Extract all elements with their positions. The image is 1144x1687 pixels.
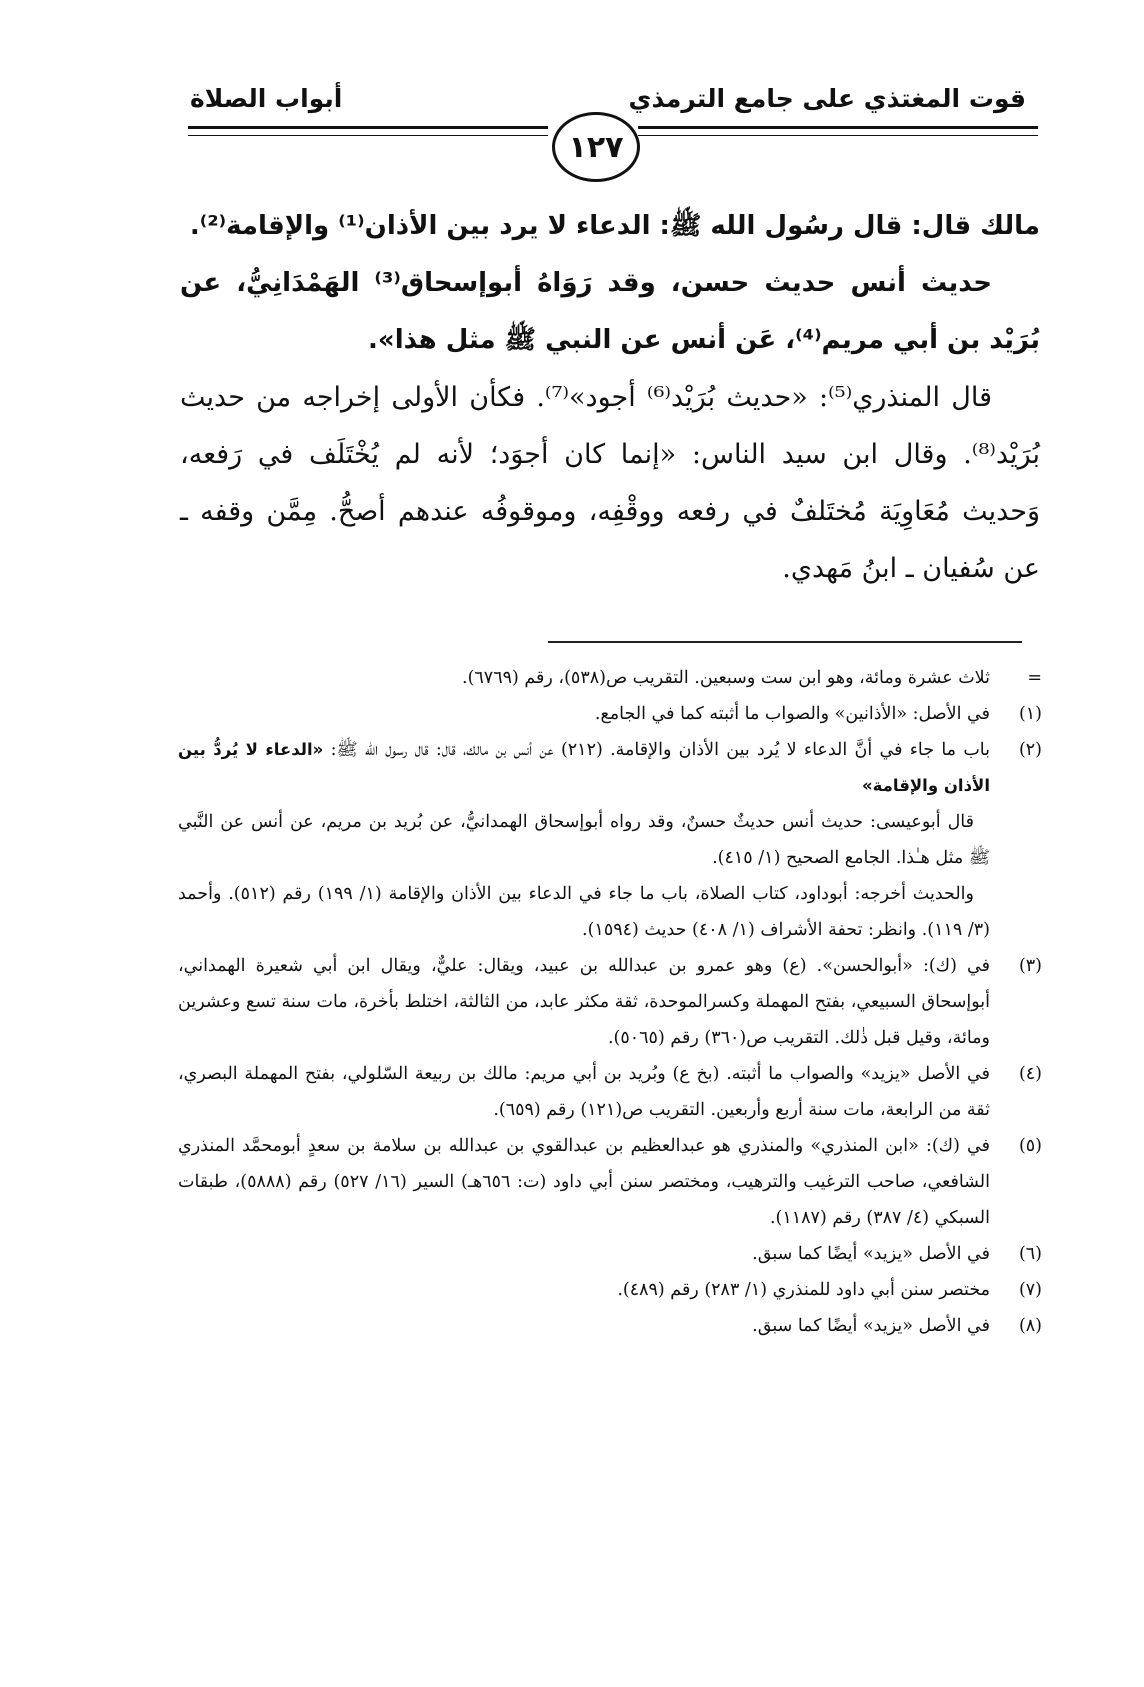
footnote-subparagraph: والحديث أخرجه: أبوداود، كتاب الصلاة، باب ما جاء في الدعاء بين الأذان والإقامة (١/ ١٩٩) رقم (٥١٢). وأحمد (٣/ ١١٩). وانظر: تحفة الأشراف (١/ ٤٠٨) حديث (١٥٩٤). [178,884,990,940]
footnote-number: (٥) [1018,1136,1042,1156]
header-rule-left-bottom [188,135,548,136]
footnote-8 [178,1308,1042,1344]
main-text [180,198,1040,597]
footnote-text: في الأصل «يزيد» والصواب ما أثبته. (بخ ع) وبُريد بن أبي مريم: مالك بن ربيعة السّلولي، بفتح المهملة البصري، ثقة من الرابعة، مات سنة أربع وأربعين. التقريب ص(١٢١) رقم (٦٥٩). [178,1064,990,1120]
running-book-title: قوت المغتذي على جامع الترمذي [628,84,1026,113]
header-rule-left-top [188,126,548,129]
footnote-number: (٢) [1018,740,1042,760]
page-number: ١٢٧ [552,112,640,182]
footnote-text: في (ك): «أبوالحسن». (ع) وهو عمرو بن عبدالله بن عبيد، ويقال: عليٌّ، ويقال ابن أبي شعيرة الهمداني، أبوإسحاق السبيعي، بفتح المهملة وكسرالموحدة، ثقة مكثر عابد، من الثالثة، اختلط بأخرة، مات سنة تسع وعشرين ومائة، وقيل قبل ذٰلك. التقريب ص(٣٦٠) رقم (٥٠٦٥). [178,956,990,1048]
footnote-text: في الأصل: «الأذانين» والصواب ما أثبته كما في الجامع. [594,704,990,724]
footnote-number: (٣) [1018,956,1042,976]
footnote-subparagraph: قال أبوعيسى: حديث أنس حديثٌ حسنٌ، وقد رواه أبوإسحاق الهمدانيُّ، عن بُريد بن مريم، عن أنس عن النَّبي ﷺ مثل هـٰذا. الجامع الصحيح (١/ ٤١٥). [178,812,990,868]
footnote-3 [178,948,1042,1056]
hadith-text: مالك قال: قال رسُول الله ﷺ: الدعاء لا يرد بين الأذان⁽¹⁾ والإقامة⁽²⁾. [189,211,1040,241]
footnote-2 [178,732,1042,948]
footnote-7 [178,1272,1042,1308]
footnote-6 [178,1236,1042,1272]
footnote-number: (٤) [1018,1064,1042,1084]
footnote-text: في الأصل «يزيد» أيضًا كما سبق. [752,1316,990,1336]
footnotes [178,660,1042,1344]
running-chapter-title: أبواب الصلاة [190,84,343,113]
footnote-number: (٦) [1018,1244,1042,1264]
header-rule-right-bottom [638,135,1038,136]
footnote-text: في (ك): «ابن المنذري» والمنذري هو عبدالعظيم بن عبدالقوي بن عبدالله بن سلامة بن سعدٍ أبومحمَّد المنذري الشافعي، صاحب الترغيب والترهيب، ومختصر سنن أبي داود (ت: ٦٥٦هـ) السير (١٦/ ٥٢٧) رقم (٥٨٨٨)، طبقات السبكي (٤/ ٣٨٧) رقم (١١٨٧). [178,1136,990,1228]
header-rule-right-top [638,126,1038,129]
footnote-number: (٧) [1018,1280,1042,1300]
footnote-number: (٨) [1018,1316,1042,1336]
footnote-text: مختصر سنن أبي داود للمنذري (١/ ٢٨٣) رقم (٤٨٩). [617,1280,990,1300]
footnote-continuation [178,660,1042,696]
commentary-paragraph: قال المنذري⁽⁵⁾: «حديث بُرَيْد⁽⁶⁾ أجود»⁽⁷⁾. فكأن الأولى إخراجه من حديث بُرَيْد⁽⁸⁾. وقال ابن سيد الناس: «إنما كان أجوَد؛ لأنه لم يُخْتَلَف في رَفعه، وَحديث مُعَاوِيَة مُختَلفٌ في رفعه ووقْفِه، وموقوفُه عندهم أصحُّ. مِمَّن وقفه ـ عن سُفيان ـ ابنُ مَهدي. [180,382,1040,584]
hadith-grading: حديث أنس حديث حسن، وقد رَوَاهُ أبوإسحاق⁽³⁾ الهَمْدَانِيُّ، عن بُرَيْد بن أبي مريم⁽⁴⁾، عَن أنس عن النبي ﷺ مثل هذا». [180,268,1040,355]
footnote-body [178,732,990,948]
footnote-text: ثلاث عشرة ومائة، وهو ابن ست وسبعين. التقريب ص(٥٣٨)، رقم (٦٧٦٩). [462,668,990,688]
footnote-number: = [1027,668,1042,688]
footnote-bold-quote: «الدعاء لا يُردُّ بين الأذان والإقامة» [178,740,990,795]
footnote-separator [548,641,1022,643]
footnote-1 [178,696,1042,732]
footnote-5 [178,1128,1042,1236]
footnote-text: في الأصل «يزيد» أيضًا كما سبق. [752,1244,990,1264]
footnote-number: (١) [1018,704,1042,724]
footnote-4 [178,1056,1042,1128]
footnote-text: باب ما جاء في أنَّ الدعاء لا يُرد بين الأذان والإقامة. (٢١٢) عن أنس بن مالك، قال: قال رسول الله ﷺ: [330,740,991,760]
